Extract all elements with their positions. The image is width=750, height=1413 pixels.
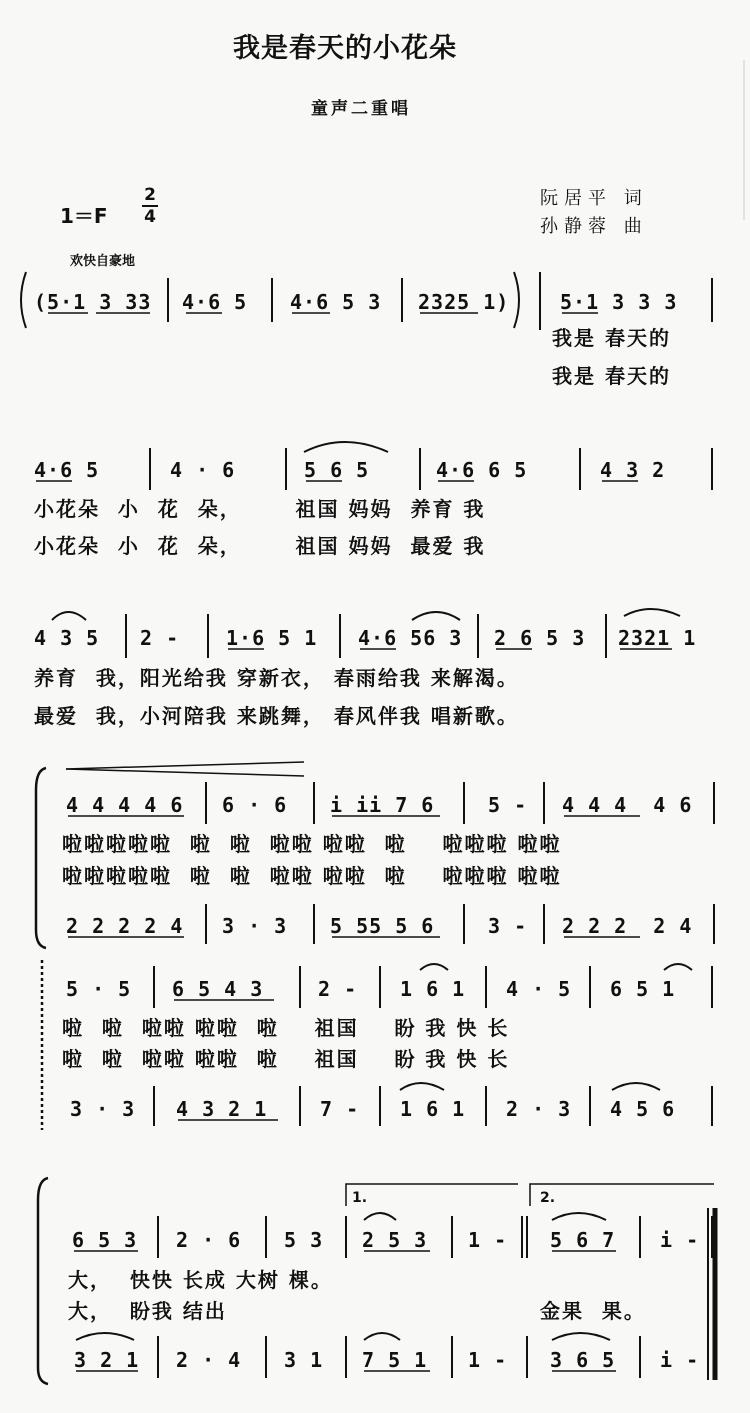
slur [364,1213,396,1220]
line3-measure-3: 1·6 5 1 [226,626,318,650]
line2-measure-3: 5 6 5 [304,458,370,482]
line5-measure-6: 6 5 1 [610,977,676,1001]
intro-open-paren [21,272,26,328]
line6-lower-measure-2: 2 · 4 [176,1348,242,1372]
line2-lyrics-verse2: 小花朵 小 花 朵， 祖国 妈妈 最爱 我 [34,534,486,558]
intro-parentheses [21,272,519,328]
volta-bracket-second [530,1184,714,1206]
line6-lyrics-verse2-ending: 金果 果。 [540,1299,646,1323]
line6-lyrics-verse2: 大， 盼我 结出 [68,1299,227,1323]
line1-lyrics-verse2: 我是 春天的 [552,364,671,388]
line6-lower-measure-1: 3 2 1 [74,1348,140,1372]
line4-measure-5: 4 4 4 4 6 [562,793,693,817]
line6-measure-5: 1 - [468,1228,508,1252]
line5-lower-measure-1: 3 · 3 [70,1097,136,1121]
line3-measure-1: 4 3 5 [34,626,100,650]
line1-measure-4: 2325 1) [418,290,510,314]
line6-measure-2: 2 · 6 [176,1228,242,1252]
line3-measure-5: 2 6 5 3 [494,626,586,650]
volta-bracket-first [346,1184,518,1206]
line3-measure-4: 4·6 56 3 [358,626,463,650]
line6-measure-1: 6 5 3 [72,1228,138,1252]
line4-lower-measure-1: 2 2 2 2 4 [66,914,184,938]
system-bracket [38,1178,48,1384]
crescendo-hairpin [66,762,304,776]
time-signature-numerator: 2 [144,185,156,205]
line5-lower-measure-3: 7 - [320,1097,360,1121]
line1-measure-5: 5·1 3 3 3 [560,290,678,314]
slur [412,612,460,620]
line5-lyrics-verse1: 啦 啦 啦啦 啦啦 啦 祖国 盼 我 快 长 [62,1016,510,1040]
volta-second-ending: 2. [540,1190,556,1206]
line3-measure-6: 2321 1 [618,626,697,650]
line5-lower-measure-4: 1 6 1 [400,1097,466,1121]
tempo-marking: 欢快自豪地 [70,254,136,269]
line5-lower-measure-2: 4 3 2 1 [176,1097,268,1121]
line5-lyrics-verse2: 啦 啦 啦啦 啦啦 啦 祖国 盼 我 快 长 [62,1047,510,1071]
line5-measure-3: 2 - [318,977,358,1001]
line1-lyrics-verse1: 我是 春天的 [552,326,671,350]
slurs [52,442,692,1340]
line5-measure-2: 6 5 4 3 [172,977,264,1001]
key-signature: 1＝F [60,204,108,228]
line4-measure-4: 5 - [488,793,528,817]
slur [664,964,692,970]
slur [364,1333,400,1340]
line4-lyrics-verse2: 啦啦啦啦啦 啦 啦 啦啦 啦啦 啦 啦啦啦 啦啦 [62,864,562,888]
line6-lower-measure-4: 7 5 1 [362,1348,428,1372]
line6-measure-7: i - [660,1228,700,1252]
composer-credit: 孙静蓉 曲 [540,216,648,237]
line5-measure-4: 1 6 1 [400,977,466,1001]
line1-measure-3: 4·6 5 3 [290,290,382,314]
lyricist-credit: 阮居平 词 [540,188,648,209]
system-brackets [36,768,48,1384]
line4-measure-2: 6 · 6 [222,793,288,817]
line5-lower-measure-5: 2 · 3 [506,1097,572,1121]
barlines [126,272,714,1378]
slur [304,442,388,452]
line4-measure-3: i ii 7 6 [330,793,435,817]
intro-close-paren [514,272,519,328]
slur [552,1333,610,1340]
line6-measure-4: 2 5 3 [362,1228,428,1252]
line2-measure-4: 4·6 6 5 [436,458,528,482]
line6-lower-measure-3: 3 1 [284,1348,324,1372]
slur [76,1333,134,1340]
line6-lower-measure-5: 1 - [468,1348,508,1372]
line6-measure-6: 5 6 7 [550,1228,616,1252]
line5-lower-measure-6: 4 5 6 [610,1097,676,1121]
system-bracket [36,768,46,948]
line6-lower-measure-6: 3 6 5 [550,1348,616,1372]
line2-measure-5: 4 3 2 [600,458,666,482]
line4-measure-1: 4 4 4 4 6 [66,793,184,817]
line4-lower-measure-4: 3 - [488,914,528,938]
line3-lyrics-verse1: 养育 我，阳光给我 穿新衣， 春雨给我 来解渴。 [34,666,519,690]
volta-first-ending: 1. [352,1190,368,1206]
line5-measure-1: 5 · 5 [66,977,132,1001]
slur [612,1083,660,1090]
line6-measure-3: 5 3 [284,1228,324,1252]
line5-measure-5: 4 · 5 [506,977,572,1001]
line2-lyrics-verse1: 小花朵 小 花 朵， 祖国 妈妈 养育 我 [34,497,486,521]
song-subtitle: 童声二重唱 [311,99,411,119]
slur [400,1083,444,1090]
line6-lower-measure-7: i - [660,1348,700,1372]
line1-measure-1: (5·1 3 33 [34,290,152,314]
line4-lyrics-verse1: 啦啦啦啦啦 啦 啦 啦啦 啦啦 啦 啦啦啦 啦啦 [62,832,562,856]
line3-measure-2: 2 - [140,626,180,650]
line2-measure-1: 4·6 5 [34,458,100,482]
slur [420,964,448,970]
line4-lower-measure-5: 2 2 2 2 4 [562,914,693,938]
time-signature-denominator: 4 [144,207,156,227]
volta-brackets [346,1184,714,1206]
slur [52,612,86,620]
line3-lyrics-verse2: 最爱 我，小河陪我 来跳舞， 春风伴我 唱新歌。 [34,704,519,728]
song-title: 我是春天的小花朵 [233,33,457,64]
line6-lyrics-verse1: 大， 快快 长成 大树 棵。 [68,1268,333,1292]
line4-lower-measure-2: 3 · 3 [222,914,288,938]
line2-measure-2: 4 · 6 [170,458,236,482]
slur [624,609,680,616]
line4-lower-measure-3: 5 55 5 6 [330,914,435,938]
line1-measure-2: 4·6 5 [182,290,248,314]
slur [552,1213,606,1220]
